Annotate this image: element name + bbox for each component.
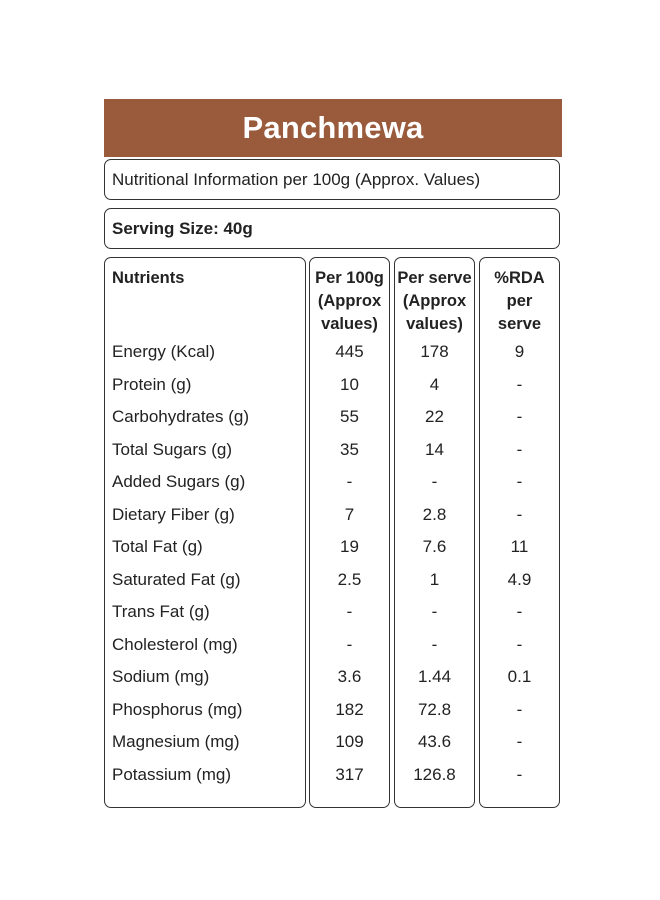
product-title-banner <box>104 99 562 157</box>
header-rda-line1: %RDA <box>494 269 545 287</box>
header-per-serve <box>394 267 475 336</box>
rda-value: 4.9 <box>507 569 532 589</box>
table-row <box>0 469 660 502</box>
nutrient-name: Cholesterol (mg) <box>112 634 238 654</box>
nutrition-info-box <box>104 159 560 200</box>
nutrient-name: Energy (Kcal) <box>112 342 215 361</box>
nutrient-name: Sodium (mg) <box>112 667 210 686</box>
table-row <box>0 502 660 535</box>
rda-value: 9 <box>514 342 525 361</box>
per100-value: 7 <box>344 504 355 524</box>
per100-value: 317 <box>335 764 364 784</box>
table-row <box>0 534 660 567</box>
nutrient-name: Phosphorus (mg) <box>112 699 243 719</box>
rda-value: - <box>516 439 523 459</box>
per-serve-value: 7.6 <box>422 537 447 556</box>
per-serve-value: 22 <box>425 407 444 426</box>
rda-value: - <box>516 472 523 491</box>
rda-value: - <box>516 407 523 426</box>
table-row <box>0 697 660 730</box>
per100-value: 2.5 <box>337 569 362 589</box>
header-serve-line1: Per serve <box>397 269 472 287</box>
nutrition-info-text: Nutritional Information per 100g (Approx. Values) <box>112 169 481 189</box>
table-row <box>0 729 660 762</box>
header-rda <box>479 267 560 336</box>
table-row <box>0 404 660 437</box>
header-serve-line3: values) <box>406 315 463 333</box>
per-serve-value: 43.6 <box>417 732 452 751</box>
rda-value: 11 <box>510 537 529 556</box>
header-per100-line2: (Approx <box>317 292 382 310</box>
nutrient-name: Total Fat (g) <box>112 537 203 556</box>
rda-value: - <box>516 504 523 524</box>
header-serve-line2: (Approx <box>402 292 467 310</box>
serving-size-text: Serving Size: 40g <box>112 218 253 238</box>
header-per100 <box>309 267 390 336</box>
table-row <box>0 632 660 665</box>
nutrient-name: Trans Fat (g) <box>112 602 210 621</box>
per100-value: 445 <box>335 342 364 361</box>
per100-value: 19 <box>340 537 359 556</box>
per-serve-value: 4 <box>429 374 440 394</box>
per-serve-value: 14 <box>425 439 444 459</box>
rda-value: - <box>516 699 523 719</box>
nutrient-name: Saturated Fat (g) <box>112 569 241 589</box>
per-serve-value: 126.8 <box>413 764 456 784</box>
per100-value: 3.6 <box>337 667 362 686</box>
per100-value: 10 <box>340 374 359 394</box>
per100-value: 182 <box>335 699 364 719</box>
serving-size-box <box>104 208 560 249</box>
nutrient-name: Potassium (mg) <box>112 764 232 784</box>
table-row <box>0 664 660 697</box>
nutrient-rows <box>0 339 660 794</box>
table-row <box>0 599 660 632</box>
rda-value: - <box>516 374 523 394</box>
header-nutrients: Nutrients <box>112 269 185 287</box>
table-row <box>0 372 660 405</box>
header-rda-line3: serve <box>497 315 542 333</box>
per-serve-value: - <box>431 472 438 491</box>
per-serve-value: - <box>431 634 438 654</box>
per100-value: - <box>346 472 353 491</box>
per-serve-value: 178 <box>420 342 449 361</box>
per100-value: - <box>346 634 353 654</box>
product-title: Panchmewa <box>242 110 424 145</box>
table-row <box>0 437 660 470</box>
per-serve-value: 1 <box>429 569 440 589</box>
nutrient-name: Magnesium (mg) <box>112 732 240 751</box>
per-serve-value: 2.8 <box>422 504 447 524</box>
per100-value: 109 <box>335 732 364 751</box>
per100-value: 55 <box>340 407 359 426</box>
header-per100-line3: values) <box>321 315 378 333</box>
rda-value: - <box>516 764 523 784</box>
per-serve-value: 72.8 <box>417 699 452 719</box>
header-rda-line2: per <box>506 292 533 310</box>
nutrient-name: Total Sugars (g) <box>112 439 232 459</box>
table-row <box>0 567 660 600</box>
table-row <box>0 762 660 795</box>
rda-value: - <box>516 732 523 751</box>
nutrient-name: Carbohydrates (g) <box>112 407 250 426</box>
per-serve-value: 1.44 <box>417 667 452 686</box>
nutrient-name: Dietary Fiber (g) <box>112 504 235 524</box>
rda-value: - <box>516 602 523 621</box>
per-serve-value: - <box>431 602 438 621</box>
nutrient-name: Protein (g) <box>112 374 192 394</box>
header-per100-line1: Per 100g <box>315 269 384 287</box>
per100-value: - <box>346 602 353 621</box>
nutrient-name: Added Sugars (g) <box>112 472 246 491</box>
rda-value: - <box>516 634 523 654</box>
table-row <box>0 339 660 372</box>
per100-value: 35 <box>340 439 359 459</box>
rda-value: 0.1 <box>507 667 532 686</box>
